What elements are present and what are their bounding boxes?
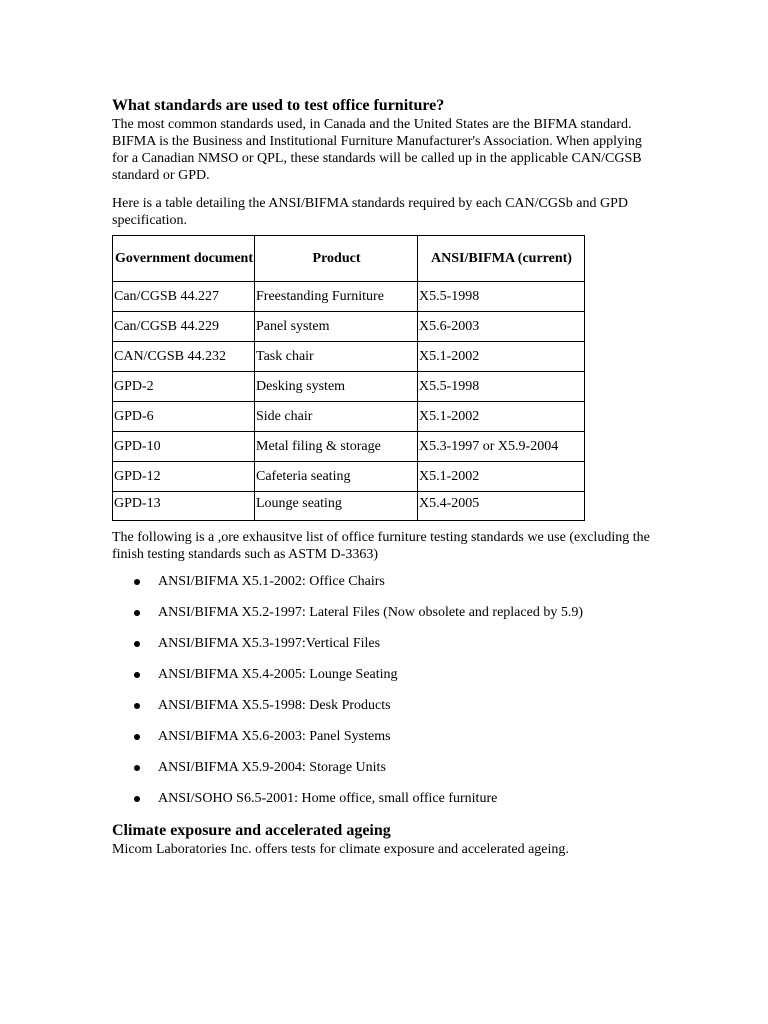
cell-standard: X5.5-1998 — [418, 282, 585, 312]
table-row — [113, 492, 585, 521]
table-row — [113, 402, 585, 432]
document-body — [112, 96, 652, 858]
cell-product: Metal filing & storage — [255, 432, 418, 462]
bullet-icon — [134, 734, 140, 740]
cell-product: Lounge seating — [255, 492, 418, 521]
climate-paragraph: Micom Laboratories Inc. offers tests for climate exposure and accelerated ageing. — [112, 842, 569, 857]
list-item — [158, 697, 652, 714]
cell-standard: X5.1-2002 — [418, 402, 585, 432]
cell-product: Panel system — [255, 312, 418, 342]
cell-standard: X5.1-2002 — [418, 342, 585, 372]
list-intro-paragraph: The following is a ,ore exhausitve list of office furniture testing standards we use (excluding the finish testing standards such as ASTM D-3363) — [112, 530, 650, 562]
cell-document: GPD-13 — [113, 492, 255, 521]
list-item-text: ANSI/BIFMA X5.9-2004: Storage Units — [158, 760, 386, 775]
cell-product: Cafeteria seating — [255, 462, 418, 492]
table-row — [113, 372, 585, 402]
list-item-text: ANSI/BIFMA X5.4-2005: Lounge Seating — [158, 667, 398, 682]
bullet-icon — [134, 672, 140, 678]
bullet-icon — [134, 610, 140, 616]
cell-product: Task chair — [255, 342, 418, 372]
cell-product: Freestanding Furniture — [255, 282, 418, 312]
table-row — [113, 282, 585, 312]
bullet-icon — [134, 796, 140, 802]
standards-table — [112, 235, 585, 521]
cell-standard: X5.3-1997 or X5.9-2004 — [418, 432, 585, 462]
bullet-icon — [134, 579, 140, 585]
bullet-icon — [134, 765, 140, 771]
list-item — [158, 604, 652, 621]
bullet-icon — [134, 641, 140, 647]
table-row — [113, 312, 585, 342]
list-item-text: ANSI/BIFMA X5.5-1998: Desk Products — [158, 698, 391, 713]
list-item-text: ANSI/BIFMA X5.2-1997: Lateral Files (Now obsolete and replaced by 5.9) — [158, 605, 583, 620]
table-intro-paragraph: Here is a table detailing the ANSI/BIFMA standards required by each CAN/CGSb and GPD specification. — [112, 196, 628, 228]
list-item-text: ANSI/SOHO S6.5-2001: Home office, small office furniture — [158, 791, 498, 806]
cell-document: Can/CGSB 44.229 — [113, 312, 255, 342]
list-item — [158, 666, 652, 683]
header-government-document: Government document — [113, 236, 255, 282]
cell-document: Can/CGSB 44.227 — [113, 282, 255, 312]
cell-document: GPD-10 — [113, 432, 255, 462]
list-item — [158, 573, 652, 590]
cell-standard: X5.6-2003 — [418, 312, 585, 342]
standards-list — [112, 573, 652, 807]
header-product: Product — [255, 236, 418, 282]
cell-document: GPD-2 — [113, 372, 255, 402]
table-row — [113, 342, 585, 372]
table-row — [113, 432, 585, 462]
table-header-row — [113, 236, 585, 282]
intro-paragraph: The most common standards used, in Canada and the United States are the BIFMA standard. BIFMA is the Business and Institutional Furniture Manufacturer's Association. When applying for a Canadian NMSO or QPL, these standards will be called up in the applicable CAN/CGSB standard or GPD. — [112, 117, 642, 183]
bullet-icon — [134, 703, 140, 709]
cell-document: GPD-6 — [113, 402, 255, 432]
list-item — [158, 790, 652, 807]
cell-standard: X5.4-2005 — [418, 492, 585, 521]
table-row — [113, 462, 585, 492]
cell-product: Side chair — [255, 402, 418, 432]
cell-standard: X5.1-2002 — [418, 462, 585, 492]
cell-standard: X5.5-1998 — [418, 372, 585, 402]
list-item — [158, 728, 652, 745]
cell-product: Desking system — [255, 372, 418, 402]
list-item — [158, 759, 652, 776]
header-ansi-bifma: ANSI/BIFMA (current) — [418, 236, 585, 282]
cell-document: CAN/CGSB 44.232 — [113, 342, 255, 372]
section-heading-climate: Climate exposure and accelerated ageing — [112, 822, 391, 839]
list-item-text: ANSI/BIFMA X5.1-2002: Office Chairs — [158, 574, 385, 589]
section-heading-standards: What standards are used to test office furniture? — [112, 97, 445, 114]
list-item-text: ANSI/BIFMA X5.3-1997:Vertical Files — [158, 636, 381, 651]
cell-document: GPD-12 — [113, 462, 255, 492]
list-item-text: ANSI/BIFMA X5.6-2003: Panel Systems — [158, 729, 391, 744]
list-item — [158, 635, 652, 652]
